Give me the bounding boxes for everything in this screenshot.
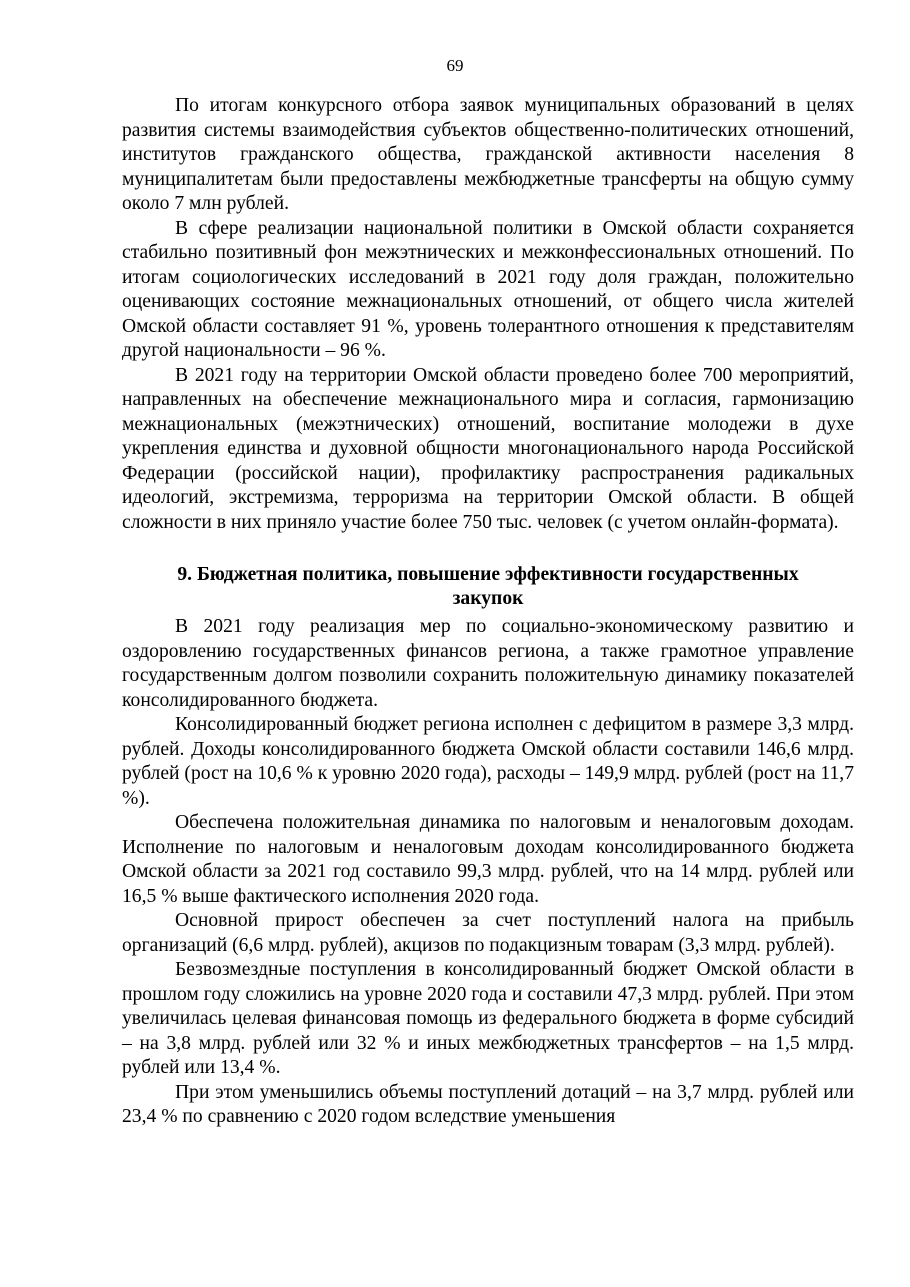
paragraph: В 2021 году реализация мер по социально-экономическому развитию и оздоровлению государственных финансов региона, а также грамотное управление государственным долгом позволили сохранить положительную динамику показателей консолидированного бюджета. xyxy=(122,616,854,711)
paragraph: Обеспечена положительная динамика по налоговым и неналоговым доходам. Исполнение по налоговым и неналоговым доходам консолидированного бюджета Омской области за 2021 год составило 99,3 млрд. рублей, что на 14 млрд. рублей или 16,5 % выше фактического исполнения 2020 года. xyxy=(122,812,854,907)
paragraph: При этом уменьшились объемы поступлений дотаций – на 3,7 млрд. рублей или 23,4 % по сравнению с 2020 годом вследствие уменьшения xyxy=(122,1081,854,1127)
page-number: 69 xyxy=(446,56,464,75)
paragraph: Основной прирост обеспечен за счет поступлений налога на прибыль организаций (6,6 млрд. рублей), акцизов по подакцизным товарам (3,3 млрд. рублей). xyxy=(122,910,854,956)
paragraph: По итогам конкурсного отбора заявок муниципальных образований в целях развития системы взаимодействия субъектов общественно-политических отношений, институтов гражданского общества, гражданской активности населения 8 муниципалитетам были предоставлены межбюджетные трансферты на общую сумму около 7 млн рублей. xyxy=(122,95,854,214)
paragraph: В сфере реализации национальной политики в Омской области сохраняется стабильно позитивный фон межэтнических и межконфессиональных отношений. По итогам социологических исследований в 2021 году доля граждан, положительно оценивающих состояние межнациональных отношений, от общего числа жителей Омской области составляет 91 %, уровень толерантного отношения к представителям другой национальности – 96 %. xyxy=(122,217,854,361)
section-heading: 9. Бюджетная политика, повышение эффективности государственных закупок xyxy=(177,564,799,609)
budget-section xyxy=(122,563,854,1130)
page-content xyxy=(122,94,854,1130)
paragraph: Безвозмездные поступления в консолидированный бюджет Омской области в прошлом году сложились на уровне 2020 года и составили 47,3 млрд. рублей. При этом увеличилась целевая финансовая помощь из федерального бюджета в форме субсидий – на 3,8 млрд. рублей или 32 % и иных межбюджетных трансфертов – на 1,5 млрд. рублей или 13,4 %. xyxy=(122,959,854,1078)
paragraph: Консолидированный бюджет региона исполнен с дефицитом в размере 3,3 млрд. рублей. Доходы консолидированного бюджета Омской области составили 146,6 млрд. рублей (рост на 10,6 % к уровню 2020 года), расходы – 149,9 млрд. рублей (рост на 11,7 %). xyxy=(122,714,854,809)
intro-section xyxy=(122,94,854,535)
paragraph: В 2021 году на территории Омской области проведено более 700 мероприятий, направленных на обеспечение межнационального мира и согласия, гармонизацию межнациональных (межэтнических) отношений, воспитание молодежи в духе укрепления единства и духовной общности многонационального народа Российской Федерации (российской нации), профилактику распространения радикальных идеологий, экстремизма, терроризма на территории Омской области. В общей сложности в них приняло участие более 750 тыс. человек (с учетом онлайн-формата). xyxy=(122,364,854,533)
